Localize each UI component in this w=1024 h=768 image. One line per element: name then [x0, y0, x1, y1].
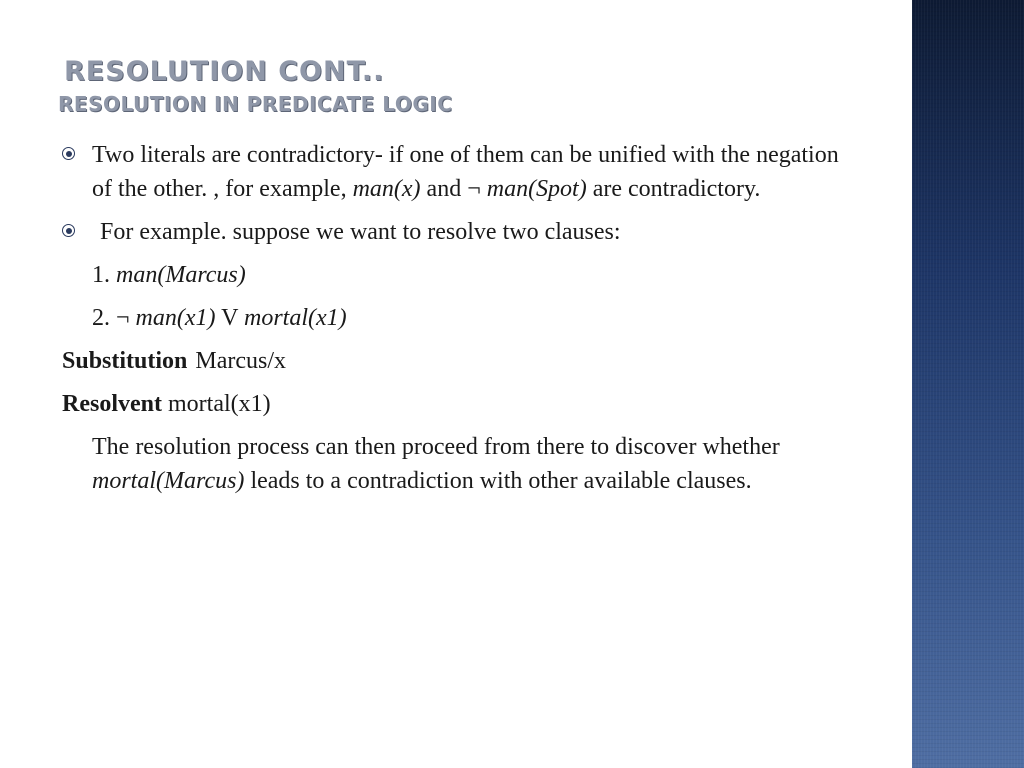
slide-content — [62, 138, 862, 507]
literal-man-x: man(x) — [352, 176, 421, 202]
resolvent-line — [62, 387, 862, 421]
bullet1-text-b: and ¬ — [420, 176, 487, 202]
substitution-label: Substitution — [62, 348, 188, 374]
resolvent-label: Resolvent — [62, 391, 162, 417]
conclusion-text-b: leads to a contradiction with other available clauses. — [244, 468, 752, 494]
substitution-value: Marcus/x — [195, 348, 287, 374]
bullet-circle-icon — [62, 224, 75, 237]
clause-2-literal-2: mortal(x1) — [243, 305, 347, 331]
conclusion-text-a: The resolution process can then proceed from there to discover whether — [92, 434, 780, 460]
clause-2-or: V — [215, 305, 244, 331]
slide-subtitle: RESOLUTION IN PREDICATE LOGIC — [58, 92, 453, 116]
bullet-example — [62, 215, 862, 249]
literal-man-spot: man(Spot) — [486, 176, 587, 202]
substitution-line — [62, 344, 862, 378]
bullet2-text: For example. suppose we want to resolve two clauses: — [100, 219, 621, 245]
clause-1 — [62, 258, 862, 292]
clause-2-literal-1: man(x1) — [135, 305, 216, 331]
bullet-circle-icon — [62, 147, 75, 160]
clause-2-number: 2. ¬ — [92, 305, 136, 331]
conclusion-literal: mortal(Marcus) — [92, 468, 245, 494]
decorative-sidebar — [912, 0, 1024, 768]
resolvent-value: mortal(x1) — [161, 391, 271, 417]
clause-2 — [62, 301, 862, 335]
conclusion-paragraph — [62, 430, 862, 498]
clause-1-literal: man(Marcus) — [116, 262, 246, 288]
bullet1-text-c: are contradictory. — [586, 176, 761, 202]
bullet1-text-a: Two literals are contradictory- if one of them can be unified with the negation of the other. , for example, — [92, 142, 839, 202]
bullet-contradictory-literals — [62, 138, 862, 206]
slide-title: RESOLUTION CONT.. — [64, 56, 385, 87]
clause-1-number: 1. — [92, 262, 116, 288]
